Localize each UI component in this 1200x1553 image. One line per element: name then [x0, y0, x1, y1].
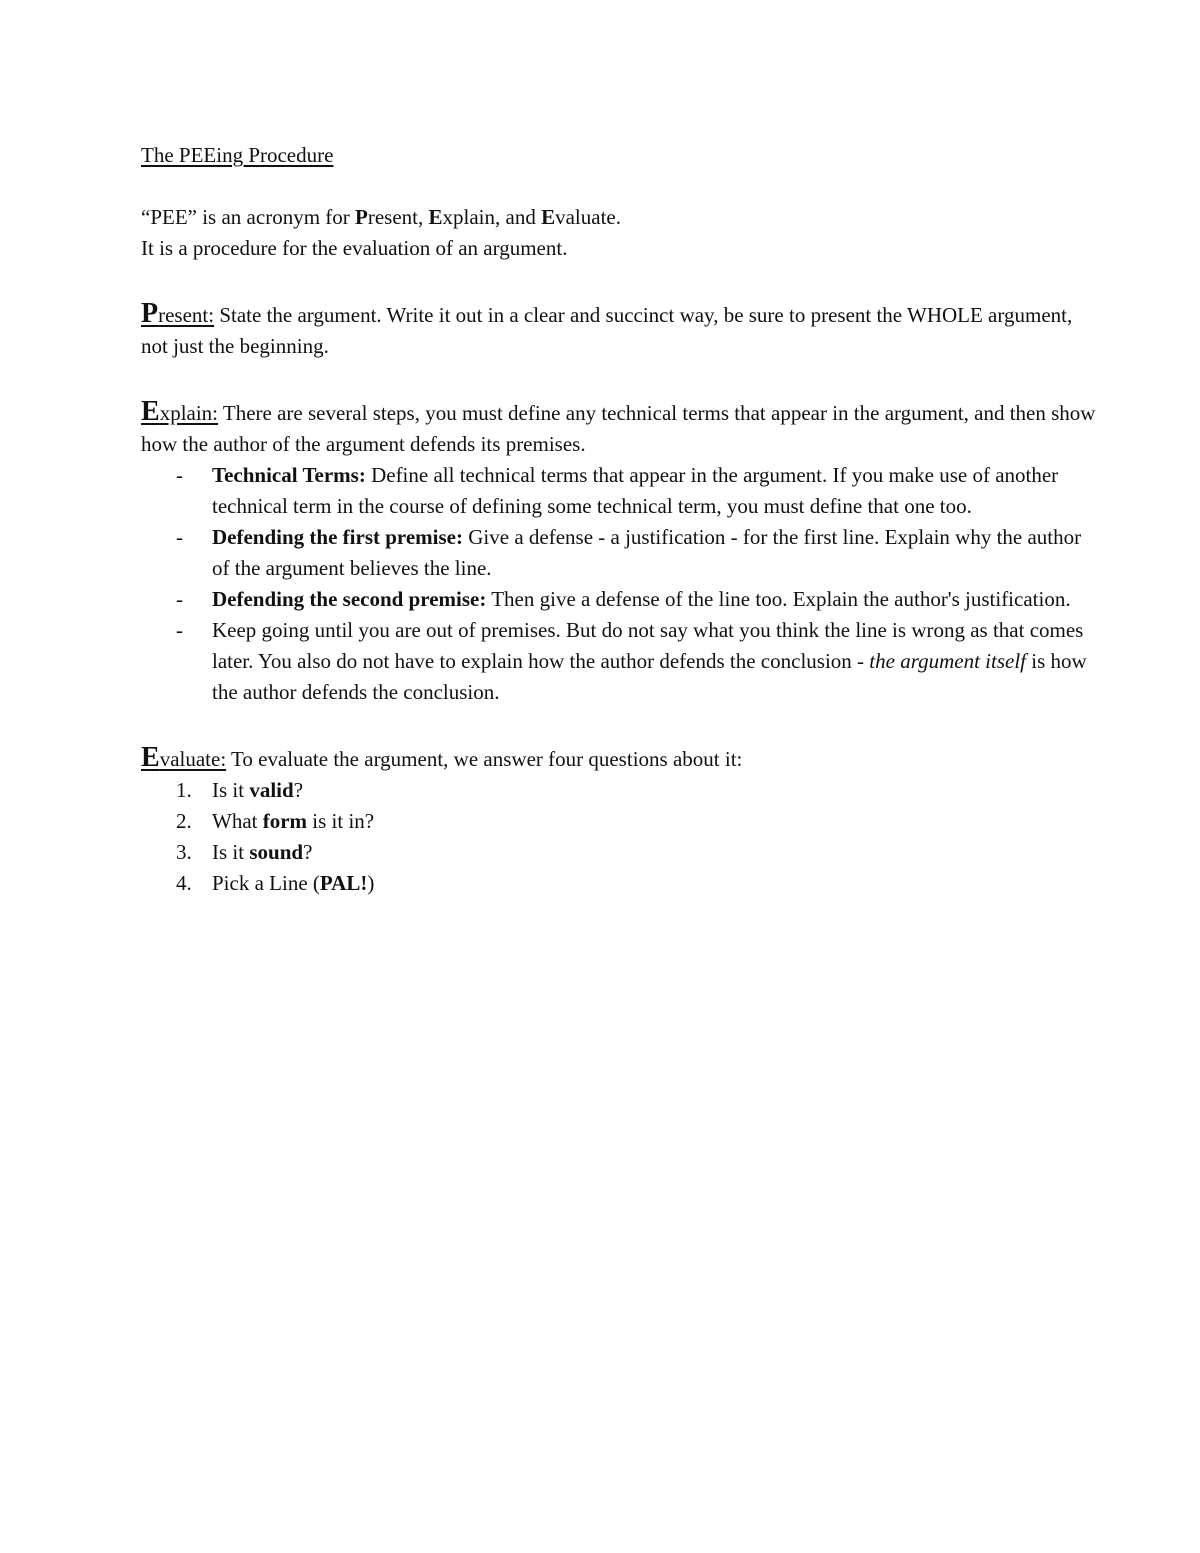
explain-section [141, 396, 1100, 708]
list-item: - Keep going until you are out of premises. But do not say what you think the line is wrong as that comes later. You also do not have to explain how the author defends the conclusion - the argument itself is how the author defends the conclusion. [141, 615, 1100, 708]
intro-line-acronym: “PEE” is an acronym for Present, Explain, and Evaluate. [141, 205, 621, 229]
list-item: 1. Is it valid? [176, 778, 304, 802]
list-item: 2. What form is it in? [176, 809, 375, 833]
list-item: - Technical Terms: Define all technical terms that appear in the argument. If you make use of another technical term in the course of defining some technical term, you must define that one too. [141, 460, 1100, 522]
list-item: 3. Is it sound? [176, 840, 313, 864]
intro-paragraph [141, 202, 1100, 264]
present-heading: Present: [141, 298, 215, 329]
explain-paragraph [141, 396, 1100, 460]
list-item: - Defending the second premise: Then give a defense of the line too. Explain the author's justification. [141, 584, 1100, 615]
evaluate-questions-list [141, 775, 1100, 899]
evaluate-section [141, 742, 1100, 899]
evaluate-heading: Evaluate: [141, 742, 227, 773]
evaluate-text: To evaluate the argument, we answer four questions about it: [226, 747, 743, 771]
evaluate-paragraph [141, 742, 1100, 775]
explain-text: There are several steps, you must define any technical terms that appear in the argument, and then show how the author of the argument defends its premises. [141, 401, 1096, 456]
list-item: 4. Pick a Line (PAL!) [176, 871, 375, 895]
document-title: The PEEing Procedure [141, 143, 334, 167]
present-paragraph [141, 298, 1100, 362]
explain-heading: Explain: [141, 396, 219, 427]
present-text: State the argument. Write it out in a clear and succinct way, be sure to present the WHOLE argument, not just the beginning. [141, 303, 1073, 358]
present-section [141, 298, 1100, 362]
intro-line-purpose: It is a procedure for the evaluation of an argument. [141, 236, 568, 260]
list-item: - Defending the first premise: Give a defense - a justification - for the first line. Explain why the author of the argument believes the line. [141, 522, 1100, 584]
explain-steps-list [141, 460, 1100, 708]
